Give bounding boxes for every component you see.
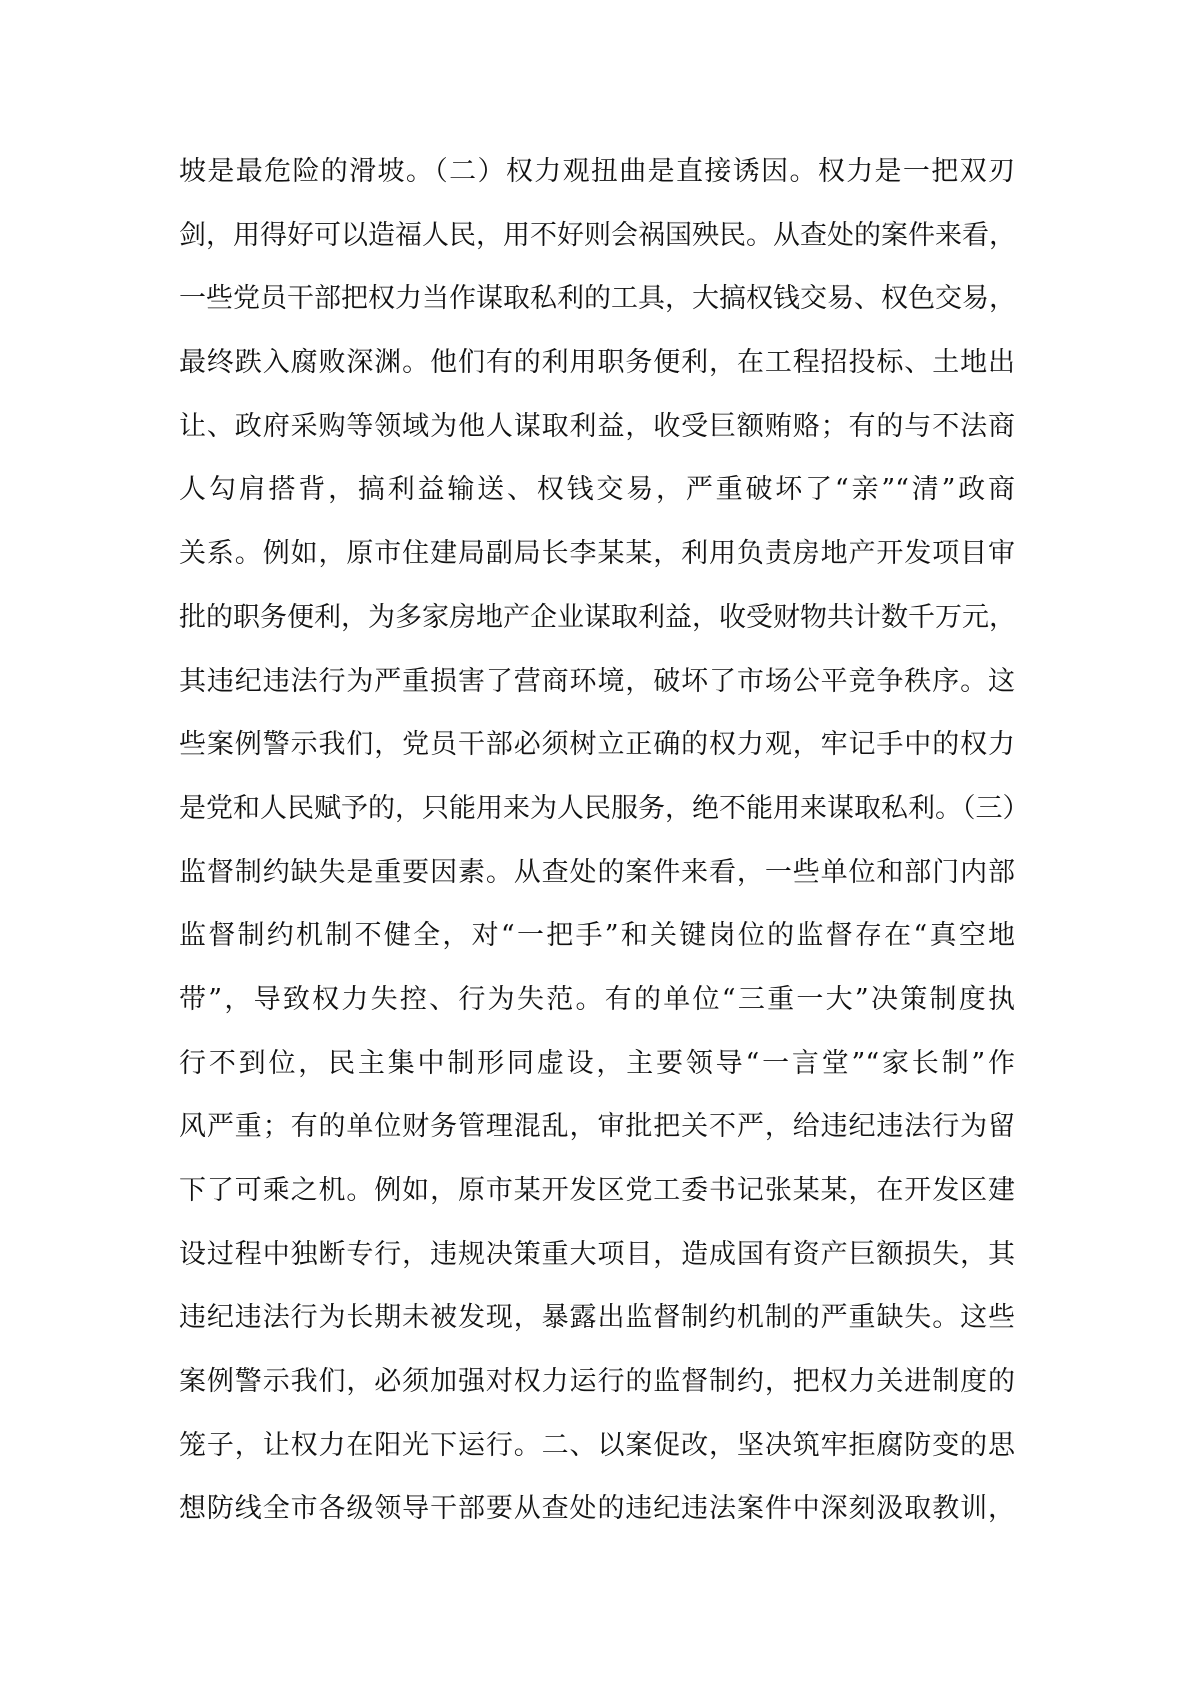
text-line: 监督制约机制不健全，对“一把手”和关键岗位的监督存在“真空地 [179, 920, 1015, 952]
text-line: 关系。例如，原市住建局副局长李某某，利用负责房地产开发项目审 [179, 538, 1015, 570]
text-line: 笼子，让权力在阳光下运行。二、以案促改，坚决筑牢拒腐防变的思 [179, 1429, 1015, 1461]
text-line: 最终跌入腐败深渊。他们有的利用职务便利，在工程招投标、土地出 [179, 347, 1015, 379]
body-text [179, 140, 1030, 1541]
text-line: 是党和人民赋予的，只能用来为人民服务，绝不能用来谋取私利。（三） [179, 792, 1030, 824]
text-line: 让、政府采购等领域为他人谋取利益，收受巨额贿赂；有的与不法商 [179, 410, 1015, 442]
text-line: 带”，导致权力失控、行为失范。有的单位“三重一大”决策制度执 [179, 983, 1015, 1015]
text-line: 一些党员干部把权力当作谋取私利的工具，大搞权钱交易、权色交易， [179, 283, 1016, 315]
text-line: 些案例警示我们，党员干部必须树立正确的权力观，牢记手中的权力 [179, 729, 1015, 761]
text-line: 坡是最危险的滑坡。（二）权力观扭曲是直接诱因。权力是一把双刃 [179, 156, 1015, 187]
text-line: 想防线全市各级领导干部要从查处的违纪违法案件中深刻汲取教训， [179, 1493, 1015, 1525]
text-line: 风严重；有的单位财务管理混乱，审批把关不严，给违纪违法行为留 [179, 1111, 1015, 1143]
text-line: 行不到位，民主集中制形同虚设，主要领导“一言堂”“家长制”作 [179, 1047, 1015, 1079]
text-line: 案例警示我们，必须加强对权力运行的监督制约，把权力关进制度的 [179, 1366, 1015, 1398]
text-line: 下了可乘之机。例如，原市某开发区党工委书记张某某，在开发区建 [179, 1175, 1015, 1206]
text-line: 违纪违法行为长期未被发现，暴露出监督制约机制的严重缺失。这些 [179, 1302, 1015, 1334]
text-line: 人勾肩搭背，搞利益输送、权钱交易，严重破坏了“亲”“清”政商 [179, 474, 1015, 506]
text-line: 批的职务便利，为多家房地产企业谋取利益，收受财物共计数千万元， [179, 601, 1016, 633]
text-line: 设过程中独断专行，违规决策重大项目，造成国有资产巨额损失，其 [179, 1238, 1015, 1270]
text-line: 其违纪违法行为严重损害了营商环境，破坏了市场公平竞争秩序。这 [179, 665, 1015, 697]
text-line: 剑，用得好可以造福人民，用不好则会祸国殃民。从查处的案件来看， [179, 219, 1016, 251]
text-line: 监督制约缺失是重要因素。从查处的案件来看，一些单位和部门内部 [179, 856, 1015, 888]
